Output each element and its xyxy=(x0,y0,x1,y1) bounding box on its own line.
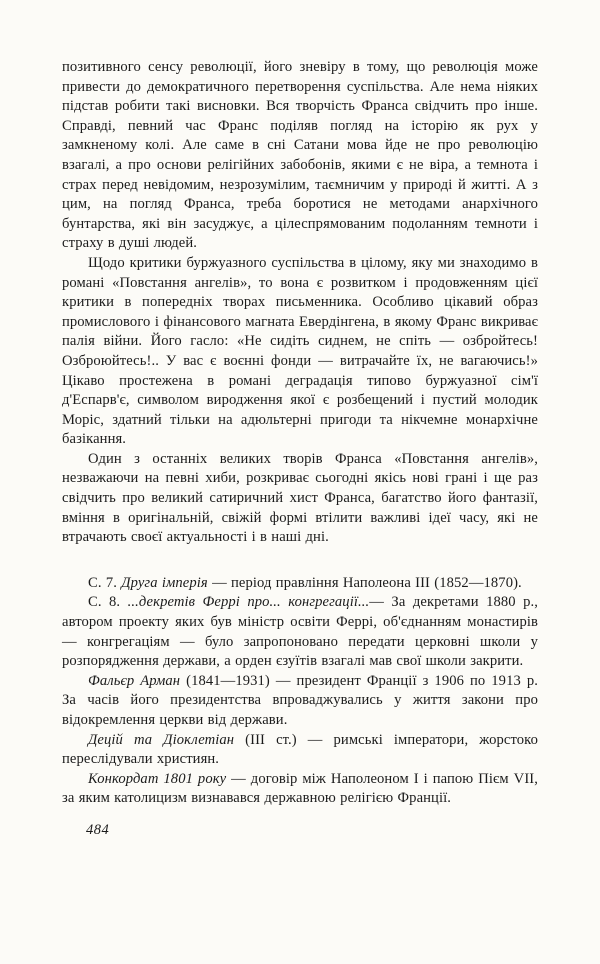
note-term: Конкордат 1801 року xyxy=(88,770,227,787)
note-term: Фальєр Арман xyxy=(88,672,181,689)
note-text: — період правління Наполеона III (1852—1870). xyxy=(207,574,522,591)
note-page-reference: С. 8. xyxy=(88,594,128,611)
note-text: — За декретами 1880 р., автором проекту яких був міністр освіти Феррі, об'єднанням монастирів — конгрегаціям — було запропоновано передати церковні школи у розпорядження держави, а орден єзуїтів взагалі мав свої школи закрити. xyxy=(62,594,539,670)
body-paragraph: Щодо критики буржуазного суспільства в цілому, яку ми знаходимо в романі «Повстання ангелів», то вона є розвитком і продовженням цієї критики в попередніх творах письменника. Особливо цікавий образ промислового і фінансового магната Евердінгена, в якому Франс викриває палія війни. Його гасло: «Не сидіть сиднем, не спіть — озбройтесь! Озброюйтесь!.. У вас є воєнні фонди — витрачайте їх, не вагаючись!» Цікаво простежена в романі деградація типово буржуазної сім'ї д'Еспарв'є, символом виродження якої є розбещений і пустий молодик Моріс, здатний тільки на адюльтерні пригоди та нікчемне монархічне базікання. xyxy=(62,254,538,448)
note-page-reference: С. 7. xyxy=(88,574,122,591)
page-number: 484 xyxy=(86,821,110,838)
note-paragraph xyxy=(62,731,538,770)
note-paragraph xyxy=(62,593,538,671)
note-paragraph xyxy=(62,672,538,731)
body-paragraph: Один з останніх великих творів Франса «Повстання ангелів», незважаючи на певні хиби, розкриває сьогодні якісь нові грані і ще раз свідчить про великий сатиричний хист Франса, багатство його фантазії, вміння в оригінальній, свіжій формі втілити важливі ідеї часу, які не втрачають своєї актуальності і в наші дні. xyxy=(62,450,538,546)
note-text: (1841—1931) — президент Франції з 1906 по 1913 р. За часів його президентства впроваджувались у життя закони про відокремлення церкви від держави. xyxy=(62,672,538,728)
commentary-notes-block xyxy=(62,574,538,809)
note-term: Друга імперія xyxy=(121,574,208,591)
note-paragraph xyxy=(62,770,538,809)
body-paragraph-continuation: позитивного сенсу революції, його зневіру в тому, що революція може привести до демократичного перетворення суспільства. Але нема ніяких підстав робити такі висновки. Вся творчість Франса свідчить про інше. Справді, певний час Франс поділяв погляд на історію як рух у замкненому колі. Але саме в сні Сатани мова йде не про революцію взагалі, а про основи релігійних забобонів, якими є не віра, а темнота і страх перед невідомим, незрозумілим, таємничим у природі й житті. А з цим, на погляд Франса, треба боротися не методами анархічного бунтарства, які він засуджує, а цілеспрямованим подоланням темноти і страху в душі людей. xyxy=(62,59,538,252)
main-text-block xyxy=(62,58,538,548)
note-text: (III ст.) — римські імператори, жорстоко переслідували християн. xyxy=(62,731,538,768)
note-term: Децій та Діоклетіан xyxy=(88,731,235,748)
note-text: — договір між Наполеоном I і папою Пієм VII, за яким католицизм визнавався державною релігією Франції. xyxy=(62,770,538,807)
note-paragraph xyxy=(62,574,538,594)
note-term: ...декретів Феррі про... конгрегації... xyxy=(127,594,370,611)
